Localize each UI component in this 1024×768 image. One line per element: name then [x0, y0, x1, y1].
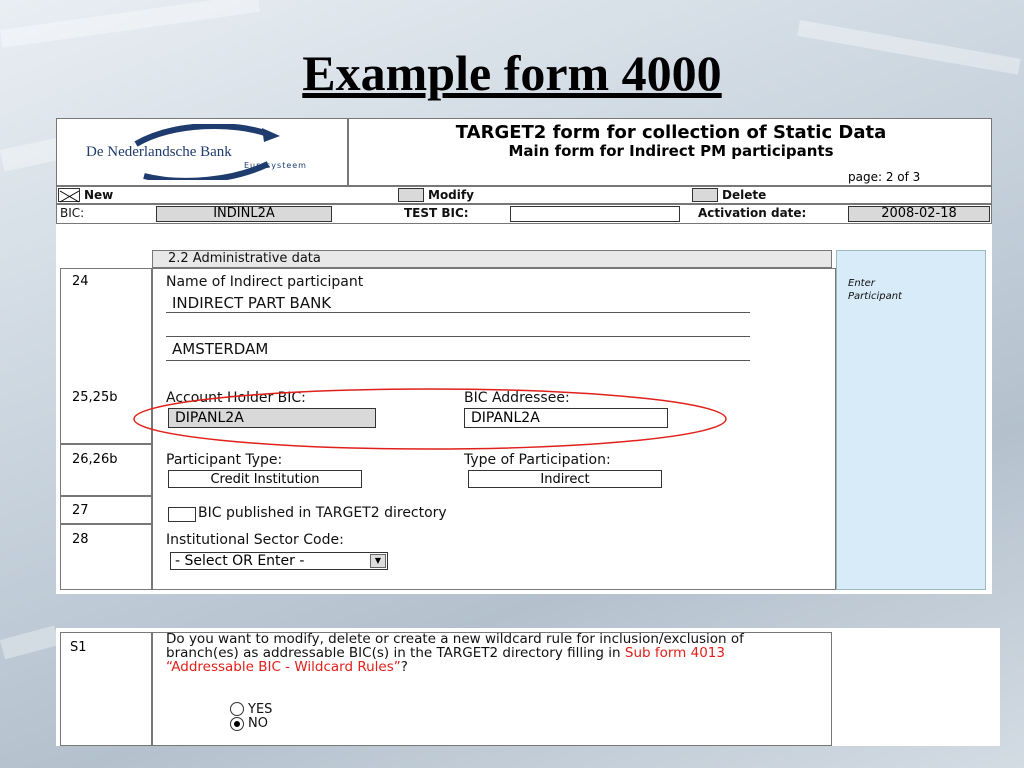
bic-published-checkbox[interactable]: [168, 507, 196, 522]
participant-name-value1: INDIRECT PART BANK: [172, 294, 332, 312]
row-26-number: 26,26b: [72, 452, 118, 467]
test-bic-label: TEST BIC:: [404, 206, 469, 220]
background-stripe: [0, 626, 59, 660]
slide-title: Example form 4000: [302, 45, 722, 101]
test-bic-field[interactable]: [510, 206, 680, 222]
participant-name-line2[interactable]: [166, 316, 750, 337]
hint-text-line2: Participant: [848, 291, 902, 302]
highlight-ellipse: [132, 386, 732, 456]
radio-no-dot-icon: [234, 721, 240, 727]
form-title: TARGET2 form for collection of Static Data: [455, 122, 887, 143]
account-holder-bic-label: Account Holder BIC:: [166, 390, 306, 406]
background-stripe: [0, 138, 63, 172]
section-title: 2.2 Administrative data: [168, 251, 321, 266]
delete-checkbox[interactable]: [692, 188, 718, 202]
activation-date-label: Activation date:: [698, 206, 807, 220]
page-indicator: page: 2 of 3: [848, 170, 921, 184]
new-label: New: [84, 188, 114, 202]
sector-code-select[interactable]: [170, 552, 388, 570]
logo-subtitle: Eurosysteem: [244, 161, 307, 170]
row-28-number: 28: [72, 532, 89, 547]
s1-question: [166, 632, 786, 674]
radio-yes[interactable]: [230, 702, 244, 716]
s1-question-end: ?: [400, 659, 408, 675]
s1-question-text: Do you want to modify, delete or create a new wildcard rule for inclusion/exclusion of branch(es) as addressable BIC(s) in the TARGET2 directory filling in: [166, 631, 744, 661]
form-main-panel: [56, 118, 992, 594]
radio-yes-label: YES: [248, 702, 273, 717]
activation-date-field[interactable]: 2008-02-18: [848, 206, 990, 222]
participant-type-label: Participant Type:: [166, 452, 283, 468]
hint-text-line1: Enter: [848, 278, 875, 289]
row-25-number: 25,25b: [72, 390, 118, 405]
row-27-number: 27: [72, 503, 89, 518]
dropdown-arrow-icon[interactable]: ▼: [370, 554, 386, 568]
check-x-icon: [59, 190, 81, 204]
radio-no[interactable]: [230, 717, 244, 731]
radio-no-label: NO: [248, 716, 268, 731]
form-subtitle: Main form for Indirect PM participants: [508, 142, 834, 160]
bic-label: BIC:: [60, 206, 85, 220]
bic-addressee-label: BIC Addressee:: [464, 390, 570, 406]
type-of-participation-label: Type of Participation:: [464, 452, 611, 468]
s1-number: S1: [70, 640, 87, 655]
bic-addressee-field[interactable]: DIPANL2A: [464, 408, 668, 428]
modify-checkbox[interactable]: [398, 188, 424, 202]
logo-name: De Nederlandsche Bank: [86, 144, 232, 160]
sector-code-label: Institutional Sector Code:: [166, 532, 344, 548]
action-bar: [56, 186, 992, 204]
participant-name-label: Name of Indirect participant: [166, 274, 364, 290]
row-24-number: 24: [72, 274, 89, 289]
participant-type-field[interactable]: Credit Institution: [168, 470, 362, 488]
modify-label: Modify: [428, 188, 474, 202]
participant-name-value3: AMSTERDAM: [172, 340, 269, 358]
background-stripe: [0, 0, 260, 48]
type-of-participation-field[interactable]: Indirect: [468, 470, 662, 488]
new-checkbox[interactable]: [58, 188, 80, 202]
account-holder-bic-field[interactable]: DIPANL2A: [168, 408, 376, 428]
bic-published-label: BIC published in TARGET2 directory: [198, 505, 447, 521]
delete-label: Delete: [722, 188, 767, 202]
wildcard-question-panel: [56, 628, 1000, 746]
sector-code-select-value: - Select OR Enter -: [175, 553, 305, 569]
bic-field[interactable]: INDINL2A: [156, 206, 332, 222]
sub-form-4013-link[interactable]: Sub form 4013 “Addressable BIC - Wildcard Rules”: [166, 645, 725, 675]
